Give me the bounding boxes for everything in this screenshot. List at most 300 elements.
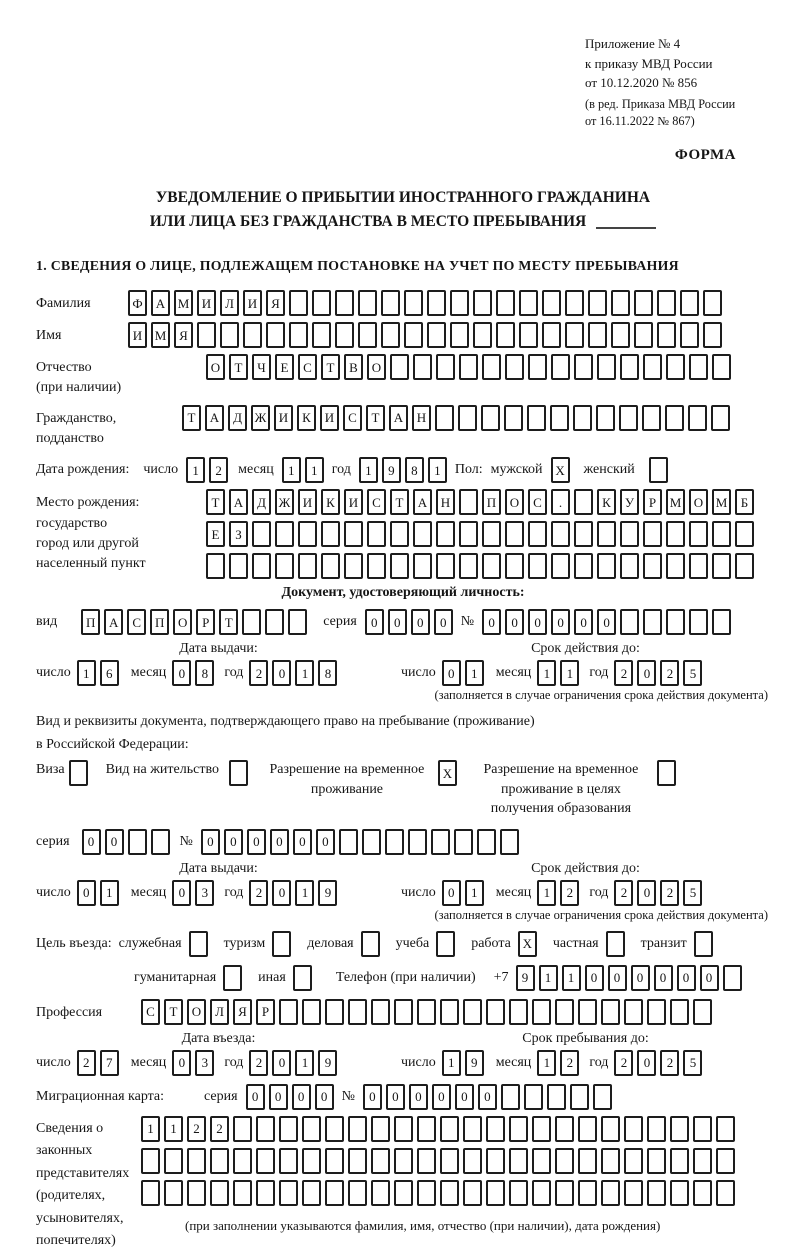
char-box[interactable]: Е	[275, 354, 294, 380]
char-box[interactable]	[551, 354, 570, 380]
legal-reps-line1-input[interactable]	[141, 1116, 739, 1142]
char-box[interactable]	[427, 322, 446, 348]
char-box[interactable]: О	[689, 489, 708, 515]
char-box[interactable]	[703, 290, 722, 316]
stay-doc-issue-day-input[interactable]	[77, 880, 123, 906]
char-box[interactable]	[532, 1148, 551, 1174]
char-box[interactable]	[689, 553, 708, 579]
char-box[interactable]	[413, 521, 432, 547]
char-box[interactable]: 1	[428, 457, 447, 483]
char-box[interactable]	[735, 521, 754, 547]
char-box[interactable]	[348, 1116, 367, 1142]
char-box[interactable]: 1	[295, 880, 314, 906]
char-box[interactable]	[440, 999, 459, 1025]
char-box[interactable]	[693, 1148, 712, 1174]
char-box[interactable]: 1	[537, 660, 556, 686]
char-box[interactable]	[265, 609, 284, 635]
char-box[interactable]: 8	[405, 457, 424, 483]
char-box[interactable]	[619, 405, 638, 431]
char-box[interactable]	[666, 553, 685, 579]
stay-year-input[interactable]	[614, 1050, 706, 1076]
char-box[interactable]	[288, 609, 307, 635]
char-box[interactable]	[275, 553, 294, 579]
char-box[interactable]: О	[206, 354, 225, 380]
char-box[interactable]: П	[150, 609, 169, 635]
char-box[interactable]	[256, 1180, 275, 1206]
char-box[interactable]	[712, 553, 731, 579]
char-box[interactable]: О	[173, 609, 192, 635]
char-box[interactable]	[624, 1148, 643, 1174]
char-box[interactable]	[371, 999, 390, 1025]
doc-series-input[interactable]	[365, 609, 457, 635]
char-box[interactable]	[680, 290, 699, 316]
char-box[interactable]	[348, 1180, 367, 1206]
char-box[interactable]	[573, 405, 592, 431]
char-box[interactable]	[206, 553, 225, 579]
char-box[interactable]	[394, 999, 413, 1025]
char-box[interactable]: 0	[411, 609, 430, 635]
char-box[interactable]: Р	[643, 489, 662, 515]
char-box[interactable]	[570, 1084, 589, 1110]
char-box[interactable]	[344, 553, 363, 579]
stay-month-input[interactable]	[537, 1050, 583, 1076]
birth-place-line2-input[interactable]	[206, 521, 758, 547]
purpose-work-checkbox[interactable]	[518, 931, 541, 957]
char-box[interactable]	[325, 1116, 344, 1142]
char-box[interactable]	[643, 354, 662, 380]
char-box[interactable]	[555, 1116, 574, 1142]
char-box[interactable]: 2	[249, 660, 268, 686]
char-box[interactable]: 1	[100, 880, 119, 906]
char-box[interactable]: М	[666, 489, 685, 515]
char-box[interactable]	[716, 1116, 735, 1142]
char-box[interactable]: 2	[77, 1050, 96, 1076]
char-box[interactable]	[578, 999, 597, 1025]
char-box[interactable]	[712, 609, 731, 635]
char-box[interactable]: 2	[249, 1050, 268, 1076]
validity-month-input[interactable]	[537, 660, 583, 686]
char-box[interactable]: О	[505, 489, 524, 515]
char-box[interactable]	[344, 521, 363, 547]
char-box[interactable]	[358, 322, 377, 348]
char-box[interactable]: 2	[209, 457, 228, 483]
char-box[interactable]	[381, 290, 400, 316]
char-box[interactable]: 9	[382, 457, 401, 483]
char-box[interactable]	[141, 1180, 160, 1206]
char-box[interactable]	[647, 1116, 666, 1142]
char-box[interactable]: И	[243, 290, 262, 316]
char-box[interactable]	[321, 521, 340, 547]
purpose-private-checkbox[interactable]	[606, 931, 629, 957]
char-box[interactable]	[647, 999, 666, 1025]
char-box[interactable]	[187, 1148, 206, 1174]
char-box[interactable]	[601, 1148, 620, 1174]
char-box[interactable]	[298, 553, 317, 579]
char-box[interactable]: П	[81, 609, 100, 635]
char-box[interactable]: 1	[537, 880, 556, 906]
char-box[interactable]	[649, 457, 668, 483]
char-box[interactable]	[481, 405, 500, 431]
stay-day-input[interactable]	[442, 1050, 488, 1076]
char-box[interactable]: 0	[455, 1084, 474, 1110]
char-box[interactable]	[528, 354, 547, 380]
char-box[interactable]	[482, 521, 501, 547]
char-box[interactable]: Л	[210, 999, 229, 1025]
char-box[interactable]	[509, 999, 528, 1025]
char-box[interactable]: 0	[677, 965, 696, 991]
purpose-tourism-checkbox[interactable]	[272, 931, 295, 957]
char-box[interactable]: 0	[269, 1084, 288, 1110]
char-box[interactable]: Т	[366, 405, 385, 431]
char-box[interactable]: 0	[224, 829, 243, 855]
char-box[interactable]	[385, 829, 404, 855]
char-box[interactable]	[588, 322, 607, 348]
char-box[interactable]	[555, 1180, 574, 1206]
char-box[interactable]	[527, 405, 546, 431]
char-box[interactable]	[723, 965, 742, 991]
char-box[interactable]: П	[482, 489, 501, 515]
char-box[interactable]: 2	[660, 660, 679, 686]
char-box[interactable]	[371, 1116, 390, 1142]
char-box[interactable]: 0	[528, 609, 547, 635]
char-box[interactable]: И	[128, 322, 147, 348]
char-box[interactable]	[528, 553, 547, 579]
char-box[interactable]: 0	[432, 1084, 451, 1110]
char-box[interactable]: 1	[562, 965, 581, 991]
char-box[interactable]	[601, 1116, 620, 1142]
char-box[interactable]: 0	[442, 880, 461, 906]
char-box[interactable]: Ф	[128, 290, 147, 316]
char-box[interactable]: У	[620, 489, 639, 515]
char-box[interactable]: 9	[318, 1050, 337, 1076]
surname-input[interactable]	[128, 290, 726, 316]
char-box[interactable]: 1	[282, 457, 301, 483]
char-box[interactable]	[689, 354, 708, 380]
char-box[interactable]: Л	[220, 290, 239, 316]
char-box[interactable]	[551, 553, 570, 579]
char-box[interactable]: Т	[321, 354, 340, 380]
char-box[interactable]	[417, 999, 436, 1025]
char-box[interactable]	[593, 1084, 612, 1110]
char-box[interactable]	[596, 405, 615, 431]
char-box[interactable]: И	[298, 489, 317, 515]
char-box[interactable]: 0	[272, 1050, 291, 1076]
char-box[interactable]	[524, 1084, 543, 1110]
char-box[interactable]: В	[344, 354, 363, 380]
char-box[interactable]: 1	[186, 457, 205, 483]
char-box[interactable]	[620, 354, 639, 380]
char-box[interactable]: 0	[386, 1084, 405, 1110]
char-box[interactable]: 9	[465, 1050, 484, 1076]
char-box[interactable]: 0	[105, 829, 124, 855]
char-box[interactable]	[242, 609, 261, 635]
char-box[interactable]	[620, 521, 639, 547]
char-box[interactable]: С	[127, 609, 146, 635]
char-box[interactable]	[459, 354, 478, 380]
char-box[interactable]	[302, 999, 321, 1025]
char-box[interactable]	[588, 290, 607, 316]
char-box[interactable]	[496, 290, 515, 316]
char-box[interactable]	[256, 1148, 275, 1174]
char-box[interactable]	[689, 609, 708, 635]
char-box[interactable]	[597, 521, 616, 547]
char-box[interactable]	[473, 290, 492, 316]
char-box[interactable]	[390, 521, 409, 547]
char-box[interactable]: 1	[560, 660, 579, 686]
char-box[interactable]	[279, 1180, 298, 1206]
char-box[interactable]	[302, 1180, 321, 1206]
char-box[interactable]	[680, 322, 699, 348]
char-box[interactable]	[436, 354, 455, 380]
char-box[interactable]	[597, 553, 616, 579]
stay-doc-validity-month-input[interactable]	[537, 880, 583, 906]
char-box[interactable]	[361, 931, 380, 957]
entry-day-input[interactable]	[77, 1050, 123, 1076]
char-box[interactable]	[578, 1180, 597, 1206]
char-box[interactable]	[500, 829, 519, 855]
char-box[interactable]: X	[438, 760, 457, 786]
purpose-transit-checkbox[interactable]	[694, 931, 717, 957]
char-box[interactable]	[348, 1148, 367, 1174]
char-box[interactable]: .	[551, 489, 570, 515]
char-box[interactable]: 0	[77, 880, 96, 906]
char-box[interactable]	[279, 1148, 298, 1174]
char-box[interactable]: 1	[442, 1050, 461, 1076]
char-box[interactable]	[688, 405, 707, 431]
char-box[interactable]: 0	[201, 829, 220, 855]
char-box[interactable]: 1	[465, 660, 484, 686]
stay-doc-number-input[interactable]	[201, 829, 523, 855]
purpose-humanitarian-checkbox[interactable]	[223, 965, 246, 991]
char-box[interactable]: 0	[637, 880, 656, 906]
char-box[interactable]	[431, 829, 450, 855]
char-box[interactable]: 0	[365, 609, 384, 635]
char-box[interactable]: 2	[560, 1050, 579, 1076]
char-box[interactable]	[550, 405, 569, 431]
char-box[interactable]: 0	[597, 609, 616, 635]
char-box[interactable]: 1	[359, 457, 378, 483]
char-box[interactable]	[712, 354, 731, 380]
char-box[interactable]: Р	[196, 609, 215, 635]
char-box[interactable]: 5	[683, 660, 702, 686]
char-box[interactable]	[693, 999, 712, 1025]
char-box[interactable]	[335, 322, 354, 348]
char-box[interactable]: С	[141, 999, 160, 1025]
char-box[interactable]: 1	[537, 1050, 556, 1076]
char-box[interactable]	[233, 1148, 252, 1174]
char-box[interactable]: 0	[442, 660, 461, 686]
char-box[interactable]	[601, 999, 620, 1025]
char-box[interactable]	[436, 521, 455, 547]
char-box[interactable]: Ж	[275, 489, 294, 515]
char-box[interactable]	[187, 1180, 206, 1206]
char-box[interactable]: 0	[482, 609, 501, 635]
doc-number-input[interactable]	[482, 609, 735, 635]
purpose-commercial-checkbox[interactable]	[361, 931, 384, 957]
char-box[interactable]	[666, 609, 685, 635]
char-box[interactable]: 2	[660, 1050, 679, 1076]
char-box[interactable]	[151, 829, 170, 855]
char-box[interactable]: 0	[293, 829, 312, 855]
purpose-study-checkbox[interactable]	[436, 931, 459, 957]
char-box[interactable]	[312, 322, 331, 348]
char-box[interactable]: 1	[295, 1050, 314, 1076]
birth-year-input[interactable]	[359, 457, 451, 483]
char-box[interactable]	[440, 1148, 459, 1174]
char-box[interactable]: 0	[82, 829, 101, 855]
gender-female-checkbox[interactable]	[649, 457, 672, 483]
char-box[interactable]	[565, 290, 584, 316]
char-box[interactable]	[689, 521, 708, 547]
char-box[interactable]	[390, 354, 409, 380]
char-box[interactable]: 2	[249, 880, 268, 906]
char-box[interactable]	[321, 553, 340, 579]
char-box[interactable]	[367, 521, 386, 547]
char-box[interactable]: К	[597, 489, 616, 515]
char-box[interactable]	[325, 1148, 344, 1174]
validity-year-input[interactable]	[614, 660, 706, 686]
char-box[interactable]	[252, 521, 271, 547]
char-box[interactable]: Е	[206, 521, 225, 547]
char-box[interactable]: Т	[182, 405, 201, 431]
migration-card-series-input[interactable]	[246, 1084, 338, 1110]
char-box[interactable]: А	[205, 405, 224, 431]
temp-residence-education-checkbox[interactable]	[657, 760, 680, 786]
char-box[interactable]: Я	[266, 290, 285, 316]
char-box[interactable]	[647, 1148, 666, 1174]
char-box[interactable]: 0	[637, 660, 656, 686]
char-box[interactable]	[463, 999, 482, 1025]
char-box[interactable]: 0	[409, 1084, 428, 1110]
char-box[interactable]	[440, 1116, 459, 1142]
char-box[interactable]	[362, 829, 381, 855]
char-box[interactable]	[210, 1180, 229, 1206]
char-box[interactable]	[436, 931, 455, 957]
char-box[interactable]	[408, 829, 427, 855]
char-box[interactable]: 6	[100, 660, 119, 686]
char-box[interactable]: 0	[292, 1084, 311, 1110]
char-box[interactable]: И	[274, 405, 293, 431]
char-box[interactable]	[417, 1148, 436, 1174]
char-box[interactable]	[463, 1180, 482, 1206]
char-box[interactable]	[459, 489, 478, 515]
char-box[interactable]	[371, 1148, 390, 1174]
char-box[interactable]	[394, 1148, 413, 1174]
char-box[interactable]: 0	[172, 880, 191, 906]
char-box[interactable]	[243, 322, 262, 348]
char-box[interactable]	[519, 322, 538, 348]
char-box[interactable]	[666, 354, 685, 380]
char-box[interactable]	[459, 553, 478, 579]
char-box[interactable]	[358, 290, 377, 316]
char-box[interactable]	[670, 1148, 689, 1174]
char-box[interactable]	[505, 521, 524, 547]
char-box[interactable]	[574, 553, 593, 579]
char-box[interactable]	[289, 322, 308, 348]
char-box[interactable]: 0	[551, 609, 570, 635]
char-box[interactable]	[394, 1116, 413, 1142]
char-box[interactable]	[542, 322, 561, 348]
char-box[interactable]: 1	[465, 880, 484, 906]
char-box[interactable]	[413, 354, 432, 380]
char-box[interactable]	[450, 322, 469, 348]
char-box[interactable]: 0	[505, 609, 524, 635]
char-box[interactable]	[551, 521, 570, 547]
char-box[interactable]: А	[104, 609, 123, 635]
char-box[interactable]: 0	[585, 965, 604, 991]
char-box[interactable]: 2	[614, 880, 633, 906]
char-box[interactable]	[482, 553, 501, 579]
char-box[interactable]: К	[321, 489, 340, 515]
char-box[interactable]: 1	[295, 660, 314, 686]
char-box[interactable]	[210, 1148, 229, 1174]
char-box[interactable]: С	[528, 489, 547, 515]
char-box[interactable]: 0	[478, 1084, 497, 1110]
char-box[interactable]: С	[343, 405, 362, 431]
char-box[interactable]	[647, 1180, 666, 1206]
char-box[interactable]	[189, 931, 208, 957]
char-box[interactable]: И	[320, 405, 339, 431]
char-box[interactable]	[578, 1116, 597, 1142]
char-box[interactable]: С	[298, 354, 317, 380]
char-box[interactable]: А	[229, 489, 248, 515]
char-box[interactable]: 0	[631, 965, 650, 991]
stay-doc-issue-month-input[interactable]	[172, 880, 218, 906]
stay-doc-issue-year-input[interactable]	[249, 880, 341, 906]
char-box[interactable]	[463, 1148, 482, 1174]
char-box[interactable]: 8	[195, 660, 214, 686]
char-box[interactable]: 9	[318, 880, 337, 906]
char-box[interactable]	[335, 290, 354, 316]
char-box[interactable]	[601, 1180, 620, 1206]
char-box[interactable]: З	[229, 521, 248, 547]
char-box[interactable]	[670, 1180, 689, 1206]
char-box[interactable]: Н	[412, 405, 431, 431]
citizenship-input[interactable]	[182, 405, 734, 431]
char-box[interactable]	[436, 553, 455, 579]
char-box[interactable]	[716, 1148, 735, 1174]
char-box[interactable]	[128, 829, 147, 855]
char-box[interactable]	[404, 322, 423, 348]
char-box[interactable]	[532, 1180, 551, 1206]
purpose-other-checkbox[interactable]	[293, 965, 316, 991]
validity-day-input[interactable]	[442, 660, 488, 686]
char-box[interactable]	[642, 405, 661, 431]
issue-year-input[interactable]	[249, 660, 341, 686]
char-box[interactable]: Д	[252, 489, 271, 515]
char-box[interactable]	[716, 1180, 735, 1206]
char-box[interactable]	[606, 931, 625, 957]
char-box[interactable]	[643, 609, 662, 635]
char-box[interactable]	[266, 322, 285, 348]
char-box[interactable]	[223, 965, 242, 991]
legal-reps-line3-input[interactable]	[141, 1180, 739, 1206]
char-box[interactable]: А	[413, 489, 432, 515]
char-box[interactable]	[670, 1116, 689, 1142]
temp-residence-checkbox[interactable]	[438, 760, 461, 786]
birth-month-input[interactable]	[282, 457, 328, 483]
char-box[interactable]	[339, 829, 358, 855]
char-box[interactable]: М	[151, 322, 170, 348]
char-box[interactable]: И	[344, 489, 363, 515]
char-box[interactable]	[371, 1180, 390, 1206]
char-box[interactable]: Т	[229, 354, 248, 380]
char-box[interactable]	[519, 290, 538, 316]
purpose-business-checkbox[interactable]	[189, 931, 212, 957]
char-box[interactable]	[574, 489, 593, 515]
char-box[interactable]	[657, 322, 676, 348]
char-box[interactable]: О	[367, 354, 386, 380]
